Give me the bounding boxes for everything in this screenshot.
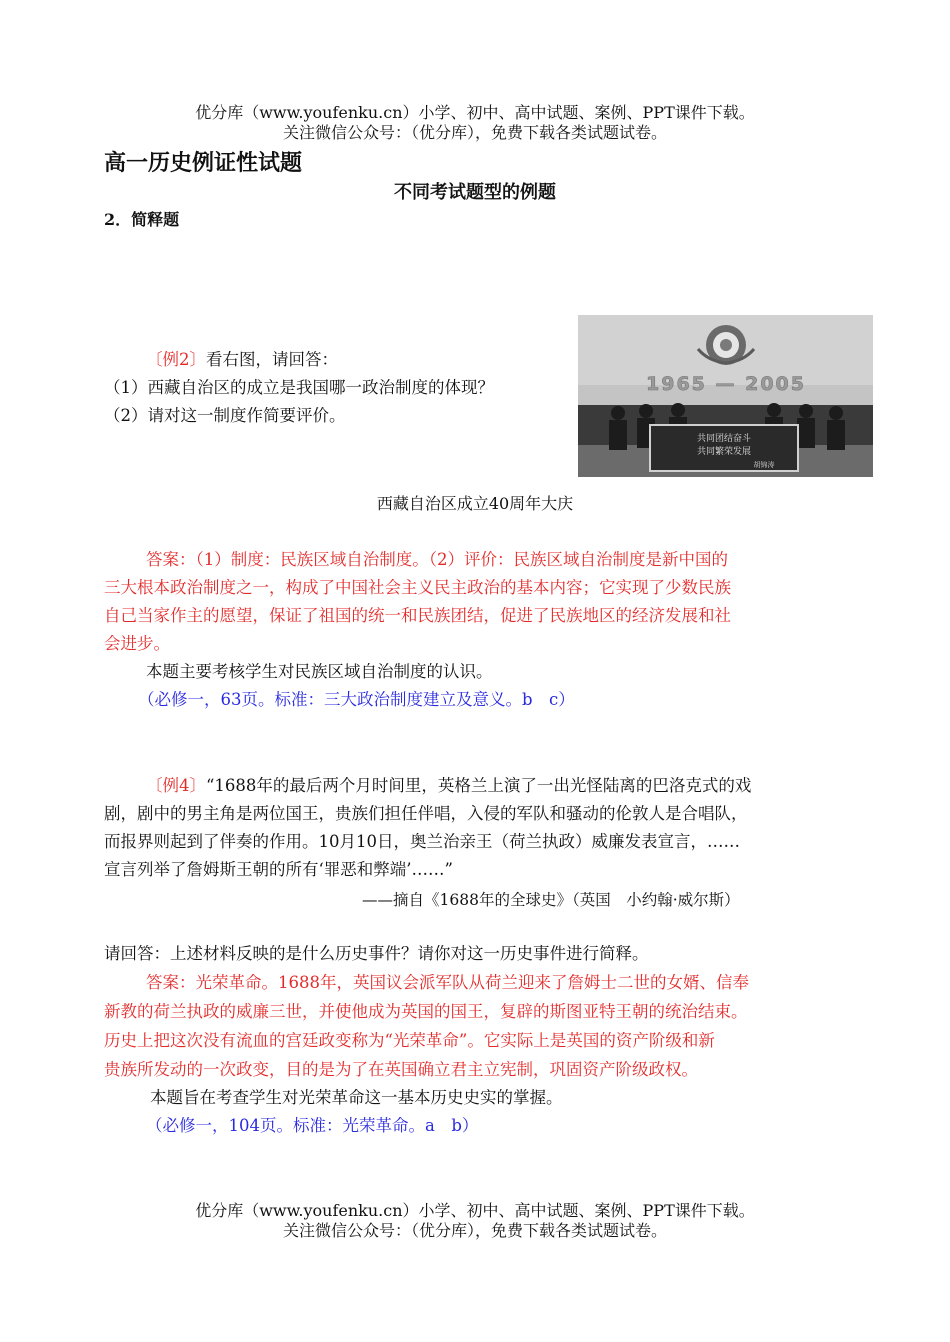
footer-line-2: 关注微信公众号：（优分库），免费下载各类试题试卷。 — [282, 1221, 667, 1240]
header-line-1: 优分库（www.youfenku.cn）小学、初中、高中试题、案例、PPT课件下载。 — [195, 103, 755, 122]
example4-quote-line-3: 而报界则起到了伴奏的作用。10月10日，奥兰治亲王（荷兰执政）威廉发表宣言，…… — [104, 832, 740, 851]
tibet-anniversary-photo — [578, 315, 873, 477]
example4-quote-line-4: 宣言列举了詹姆斯王朝的所有‘罪恶和弊端’……” — [104, 860, 453, 879]
example2-reference: （必修一，63页。标准：三大政治制度建立及意义。b c） — [138, 690, 575, 709]
example2-question-1: （1）西藏自治区的成立是我国哪一政治制度的体现？ — [104, 378, 494, 397]
header-line-2: 关注微信公众号：（优分库），免费下载各类试题试卷。 — [282, 123, 667, 142]
page-title: 高一历史例证性试题 — [104, 151, 303, 176]
example4-quote-text-1: “1688年的最后两个月时间里，英格兰上演了一出光怪陆离的巴洛克式的戏 — [206, 776, 752, 795]
example4-reference: （必修一，104页。标准：光荣革命。a b） — [146, 1116, 479, 1135]
page-subtitle: 不同考试题型的例题 — [394, 182, 556, 203]
photo-banner-line-1: 共同团结奋斗 — [696, 434, 752, 444]
example4-answer-line-1: 答案：光荣革命。1688年，英国议会派军队从荷兰迎来了詹姆士二世的女婿、信奉 — [146, 973, 749, 992]
example2-answer-line-3: 自己当家作主的愿望，保证了祖国的统一和民族团结，促进了民族地区的经济发展和社 — [104, 606, 731, 625]
example4-answer-line-2: 新教的荷兰执政的威廉三世，并使他成为英国的国王，复辟的斯图亚特王朝的统治结束。 — [104, 1002, 748, 1021]
example2-note: 本题主要考核学生对民族区域自治制度的认识。 — [146, 662, 493, 681]
photo-banner-sign: 胡锦涛 — [753, 461, 775, 469]
example4-answer-line-4: 贵族所发动的一次政变，目的是为了在英国确立君主立宪制，巩固资产阶级政权。 — [104, 1060, 698, 1079]
example4-answer-line-3: 历史上把这次没有流血的宫廷政变称为“光荣革命”。它实际上是英国的资产阶级和新 — [104, 1031, 715, 1050]
section-heading: 2．简释题 — [104, 210, 180, 229]
example2-answer-line-4: 会进步。 — [104, 634, 170, 653]
example2-intro — [146, 346, 338, 375]
example4-question: 请回答：上述材料反映的是什么历史事件？请你对这一历史事件进行简释。 — [104, 944, 649, 963]
example4-note: 本题旨在考查学生对光荣革命这一基本历史史实的掌握。 — [150, 1088, 563, 1107]
photo-caption: 西藏自治区成立40周年大庆 — [376, 494, 574, 513]
example2-intro-text: 看右图，请回答： — [206, 350, 338, 369]
example2-tag: 〔例2〕 — [146, 350, 206, 369]
footer-line-1: 优分库（www.youfenku.cn）小学、初中、高中试题、案例、PPT课件下载。 — [195, 1201, 755, 1220]
example2-answer-line-1: 答案：（1）制度：民族区域自治制度。（2）评价：民族区域自治制度是新中国的 — [146, 550, 728, 569]
example4-quote-line-1 — [146, 772, 751, 801]
photo-illustration — [578, 315, 873, 477]
example4-source: ——摘自《1688年的全球史》（英国 小约翰·威尔斯） — [362, 891, 740, 909]
example2-answer-line-2: 三大根本政治制度之一，构成了中国社会主义民主政治的基本内容；它实现了少数民族 — [104, 578, 731, 597]
photo-banner-line-2: 共同繁荣发展 — [696, 447, 752, 457]
example4-tag: 〔例4〕 — [146, 776, 206, 795]
example4-quote-line-2: 剧，剧中的男主角是两位国王，贵族们担任伴唱，入侵的军队和骚动的伦敦人是合唱队， — [104, 804, 748, 823]
photo-years: 1965 — 2005 — [646, 373, 806, 395]
example2-question-2: （2）请对这一制度作简要评价。 — [104, 406, 346, 425]
